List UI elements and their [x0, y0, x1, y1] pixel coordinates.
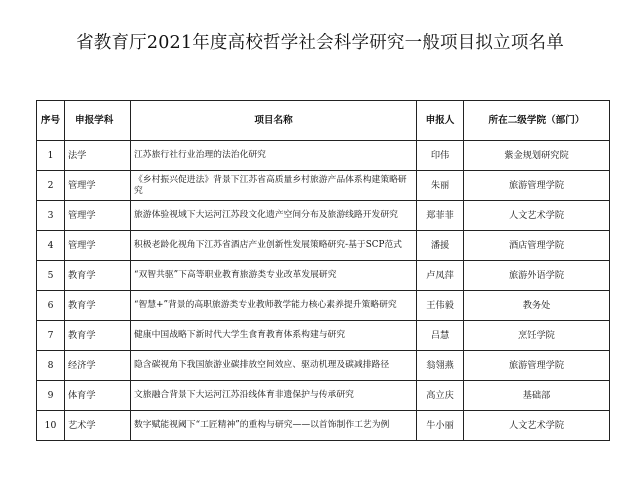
- row-department: 旅游管理学院: [464, 171, 610, 201]
- header-subject: 申报学科: [65, 101, 131, 141]
- row-applicant: 高立庆: [417, 381, 464, 411]
- row-project-name: “双智共驱”下高等职业教育旅游类专业改革发展研究: [131, 261, 417, 291]
- row-department: 旅游外语学院: [464, 261, 610, 291]
- row-subject: 体育学: [65, 381, 131, 411]
- row-project-name: 健康中国战略下新时代大学生食育教育体系构建与研究: [131, 321, 417, 351]
- table-header-row: [37, 101, 610, 141]
- row-index: 4: [37, 231, 65, 261]
- row-subject: 法学: [65, 141, 131, 171]
- row-project-name: 旅游体验视域下大运河江苏段文化遗产空间分布及旅游线路开发研究: [131, 201, 417, 231]
- table-row: [37, 351, 610, 381]
- row-index: 10: [37, 411, 65, 441]
- row-subject: 教育学: [65, 261, 131, 291]
- header-applicant: 申报人: [417, 101, 464, 141]
- row-applicant: 朱丽: [417, 171, 464, 201]
- row-index: 6: [37, 291, 65, 321]
- row-subject: 管理学: [65, 201, 131, 231]
- row-project-name: 数字赋能视阈下“工匠精神”的重构与研究——以首饰制作工艺为例: [131, 411, 417, 441]
- row-department: 紫金规划研究院: [464, 141, 610, 171]
- row-subject: 教育学: [65, 321, 131, 351]
- row-subject: 艺术学: [65, 411, 131, 441]
- row-project-name: 隐含碳视角下我国旅游业碳排放空间效应、驱动机理及碳减排路径: [131, 351, 417, 381]
- row-applicant: 郑菲菲: [417, 201, 464, 231]
- row-department: 人文艺术学院: [464, 201, 610, 231]
- table-row: [37, 141, 610, 171]
- row-subject: 管理学: [65, 171, 131, 201]
- table-row: [37, 231, 610, 261]
- table-row: [37, 411, 610, 441]
- row-index: 7: [37, 321, 65, 351]
- project-list-table: [36, 100, 610, 441]
- row-department: 基础部: [464, 381, 610, 411]
- row-applicant: 王伟毅: [417, 291, 464, 321]
- header-index: 序号: [37, 101, 65, 141]
- row-project-name: 文旅融合背景下大运河江苏沿线体育非遗保护与传承研究: [131, 381, 417, 411]
- row-applicant: 牛小丽: [417, 411, 464, 441]
- row-applicant: 翁翎燕: [417, 351, 464, 381]
- row-subject: 经济学: [65, 351, 131, 381]
- table-row: [37, 381, 610, 411]
- row-index: 2: [37, 171, 65, 201]
- table-row: [37, 291, 610, 321]
- row-department: 教务处: [464, 291, 610, 321]
- row-index: 3: [37, 201, 65, 231]
- row-index: 9: [37, 381, 65, 411]
- row-applicant: 吕慧: [417, 321, 464, 351]
- table-row: [37, 171, 610, 201]
- table-row: [37, 321, 610, 351]
- row-index: 5: [37, 261, 65, 291]
- row-department: 旅游管理学院: [464, 351, 610, 381]
- row-project-name: 江苏旅行社行业治理的法治化研究: [131, 141, 417, 171]
- page-title: 省教育厅2021年度高校哲学社会科学研究一般项目拟立项名单: [76, 33, 564, 53]
- row-index: 1: [37, 141, 65, 171]
- table-row: [37, 261, 610, 291]
- row-department: 酒店管理学院: [464, 231, 610, 261]
- row-applicant: 印伟: [417, 141, 464, 171]
- row-department: 人文艺术学院: [464, 411, 610, 441]
- row-department: 烹饪学院: [464, 321, 610, 351]
- row-project-name: “智慧+”背景的高职旅游类专业教师教学能力核心素养提升策略研究: [131, 291, 417, 321]
- row-index: 8: [37, 351, 65, 381]
- row-applicant: 潘援: [417, 231, 464, 261]
- row-project-name: 《乡村振兴促进法》背景下江苏省高质量乡村旅游产品体系构建策略研究: [131, 171, 417, 201]
- header-department: 所在二级学院（部门）: [464, 101, 610, 141]
- table-row: [37, 201, 610, 231]
- row-subject: 教育学: [65, 291, 131, 321]
- header-project-name: 项目名称: [131, 101, 417, 141]
- row-applicant: 卢凤萍: [417, 261, 464, 291]
- row-subject: 管理学: [65, 231, 131, 261]
- row-project-name: 积极老龄化视角下江苏省酒店产业创新性发展策略研究-基于SCP范式: [131, 231, 417, 261]
